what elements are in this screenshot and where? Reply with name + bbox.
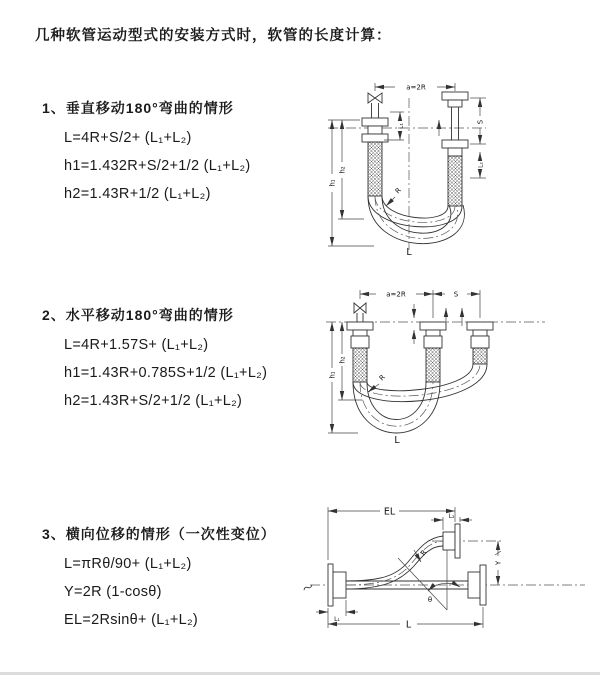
top-flange-displaced-position [443,524,460,558]
dim-label-l-total: L [394,435,400,446]
angle-theta [398,550,460,610]
dim-label-r: R [393,186,403,196]
dim-label-s: S [453,290,459,299]
dim-s [470,98,486,144]
right-pipe-two-positions [439,92,468,206]
right-hose-end-fitting-moved [462,308,493,364]
formula-line: h1=1.432R+S/2+1/2 (L₁+L₂) [64,158,251,174]
dim-label-h1: h₁ [328,371,337,379]
dim-label-el: EL [383,506,396,518]
radius-callout [386,186,403,206]
section-vertical-movement [42,98,251,208]
section-1-heading: 1、垂直移动180°弯曲的情形 [42,100,234,116]
dim-label-h1: h₁ [328,179,337,187]
section-3-heading: 3、横向位移的情形（一次性变位） [42,526,276,542]
section-horizontal-movement [42,305,267,415]
diagram-lateral-displacement [300,498,600,653]
diagram-vertical-180-bend [312,74,598,256]
formula-line: Y=2R (1-cosθ) [64,584,162,600]
pipe-break-icon [304,585,312,590]
dim-label-r: R [377,373,387,383]
left-hose-end-fitting [347,322,373,382]
dim-label-l2: L₂ [477,162,485,168]
dim-label-l2: L₂ [448,513,455,520]
dim-l-total [328,607,483,631]
formula-line: L=4R+1.57S+ (L₁+L₂) [64,337,209,353]
section-lateral-displacement [42,524,276,634]
angle-label-theta: θ [427,596,433,604]
valve-icon [368,93,382,118]
dim-label-h2: h₂ [338,356,347,364]
valve-icon [354,303,366,322]
formula-line: h2=1.43R+1/2 (L₁+L₂) [64,186,211,202]
dim-label-s: S [476,119,485,125]
middle-hose-end-fitting [414,304,446,382]
formula-line: L=4R+S/2+ (L₁+L₂) [64,130,192,146]
dim-el [328,507,455,561]
dim-label-r: R [419,548,429,558]
dim-label-l: L [405,619,412,631]
formula-line: L=πRθ/90+ (L₁+L₂) [64,556,192,572]
dim-label-y: Y [494,560,503,566]
dim-l1 [316,600,358,623]
dim-label-l-total: L [406,247,412,256]
dim-y [495,541,503,585]
hose-u-bend-curves [353,364,487,433]
radius-callout [414,548,429,562]
diagram-horizontal-180-bend [310,282,600,450]
dim-a2r [375,83,455,92]
dim-label-a2r: a=2R [406,83,426,92]
page-title: 几种软管运动型式的安装方式时，软管的长度计算： [35,28,392,44]
dim-label-h2: h₂ [338,166,347,174]
left-flange [328,564,346,606]
formula-line: EL=2Rsinθ+ (L₁+L₂) [64,612,199,628]
dim-label-l1: L₁ [334,616,340,623]
dim-label-a2r: a=2R [386,290,406,299]
formula-line: h2=1.43R+S/2+1/2 (L₁+L₂) [64,393,243,409]
dim-l2-right [470,152,486,178]
formula-line: h1=1.43R+0.785S+1/2 (L₁+L₂) [64,365,268,381]
dim-label-l1: L₁ [397,123,405,129]
dim-l2 [431,513,472,530]
left-hose-end-fitting [362,118,388,196]
right-flange-original-position [468,565,486,605]
section-2-heading: 2、水平移动180°弯曲的情形 [42,307,234,323]
